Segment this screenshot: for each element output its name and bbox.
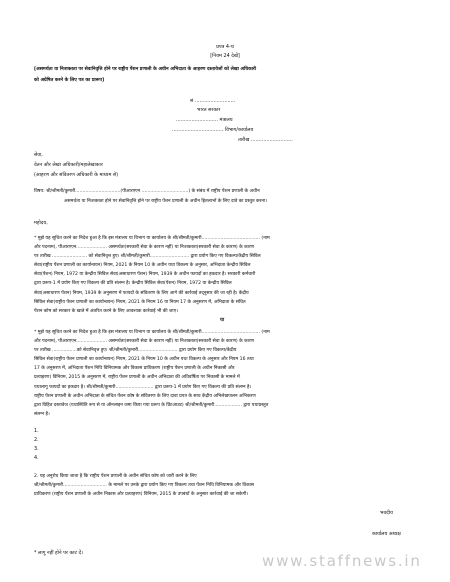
paragraph-1-line: * मुझे यह सूचित करने का निदेश हुआ है कि इस मंत्रालय या विभाग या कार्यालय के श्री/श्रीमती/कुमारी........................................ (नाम	[34, 236, 270, 241]
paragraph-2-line: पर तारीख .................को सेवानिवृत्त हुए। श्री/श्रीमती/कुमारी........................... द्वारा प्रयोग किए गए विकल्प/केंद्रीय	[34, 348, 237, 354]
office-head: कार्यालय अध्यक्ष	[372, 531, 401, 537]
subject-line-2: असमर्थता या निःशक्तता होने पर सेवानिवृत्ति होने पर राष्ट्रीय पेंशन प्रणाली के अधीन हितलाभों के लिए दावे का प्रस्तुत करना।	[64, 199, 267, 204]
paragraph-2	[34, 328, 414, 419]
paragraph-2-line: * मुझे यह सूचित करने का निदेश हुआ है कि इस मंत्रालय या विभाग या कार्यालय के श्री/श्रीमती/कुमारी........................................ (नाम	[34, 330, 270, 335]
closing-paragraph-line: श्री/श्रीमती/कुमारी.............................. के मामले पर उनके द्वारा प्रयोग किए गए विकल्प तथा पेंशन निधि विनियामक और विकास	[34, 483, 254, 489]
paragraph-2-line: 17 के अनुसरण में, अभिदाता पेंशन निधि विनियामक और विकास प्राधिकरण (राष्ट्रीय पेंशन प्रणाली के अधीन निकासी और	[34, 366, 235, 372]
salutation: महोदय,	[34, 220, 48, 226]
department-line: ................................. विभाग/कार्यालय	[172, 127, 254, 133]
government-of-india: भारत सरकार	[197, 107, 221, 113]
rule-reference: [नियम 24 देखें]	[210, 53, 240, 59]
paragraph-1-line: पेंशन कोष को सरकार के खाते में अंतरित करने के लिए आवश्यक कार्रवाई भी की जाए।	[34, 308, 178, 314]
sign-off: भवदीय	[380, 510, 393, 516]
list-item-1: 1.	[34, 428, 39, 434]
paragraph-2-line: और पदनाम), पीआरएएन..................... असमर्थता(सरकारी सेवा के कारण नहीं) या निःशक्तता(सरकारी सेवा के कारण) के कारण	[34, 339, 255, 345]
paragraph-2-line: सिविल सेवा(राष्ट्रीय पेंशन प्रणाली का कार्यान्वयन) नियम, 2021 के नियम 10 के अधीन यथा विकल्प के अनुसार और नियम 16 तथा	[34, 357, 254, 363]
addressee-line-2: (आहरण और संवितरण अधिकारी के माध्यम से)	[34, 172, 119, 178]
ministry-line: ........................... मंत्रालय	[176, 117, 233, 123]
heading-line-2: को अग्रेषित करने के लिए पत्र का प्रारूप]	[34, 78, 105, 83]
list-item-2: 2.	[34, 437, 39, 443]
letter-date: तारीख ...........................	[238, 137, 293, 143]
heading-line-1: [असमर्थता या निःशक्तता पर सेवानिवृत्ति होने पर राष्ट्रीय पेंशन प्रणाली के अधीन अभिदाता के आहरण दस्तावेजों को लेखा अधिकारी	[34, 67, 257, 72]
paragraph-2-line: द्वारा विहित दस्तावेज (यथास्थिति रूप से या ऑनलाइन जमा किया गया प्ररूप के प्रिंटआउट) श्री/श्रीमती/कुमारी................... द्वारा यथाप्रस्तुत	[34, 402, 269, 408]
paragraph-1	[34, 234, 414, 316]
paragraph-2-line: प्रत्याहरण) विनियम, 2015 के अनुसरण में, राष्ट्रीय पेंशन प्रणाली के अधीन अभिदाता की अधिवर्षिता पर निकासी के मामले में	[34, 375, 240, 381]
footnote: * लागू नहीं होने पर काट दें।	[34, 550, 83, 556]
list-item-4: 4.	[34, 455, 39, 461]
or-separator: या	[220, 317, 225, 323]
closing-paragraph-line: प्राधिकरण (राष्ट्रीय पेंशन प्रणाली के अधीन निकास और प्रत्याहरण) विनियम, 2015 के उपबंधों के अनुसार कार्रवाई की जा सकेगी।	[34, 492, 249, 498]
paragraph-1-line: सेवा(असाधारण पेंशन) नियम, 1939 के अनुसरण में फायदों के संवितरण के लिए आगे की कार्रवाई तद्नुसार की जा रही है। केंद्रीय	[34, 290, 249, 296]
paragraph-1-line: सेवा(पेंशन) नियम, 1972 या केन्द्रीय सिविल सेवा(असाधारण पेंशन) नियम, 1939 के अधीन फायदों का हकदार है। सरकारी कर्मचारी	[34, 272, 256, 278]
addressee-line-1: वेतन और लेखा अधिकारी/महालेखाकार	[34, 162, 103, 168]
paragraph-1-line: सिविल सेवा(राष्ट्रीय पेंशन प्रणाली का कार्यान्वयन) नियम, 2021 के नियम 16 या नियम 17 के अनुसरण में, अभिदाता के संचित	[34, 299, 246, 305]
subject-line-1: विषय: श्री/श्रीमती/कुमारी...............................(पीआरएएन ................................) के संबंध में राष्ट्रीय पेंशन प्रणाली के अधीन	[34, 189, 260, 194]
paragraph-1-line: और पदनाम), पीआरएएन..................... असमर्थता(सरकारी सेवा के कारण नहीं) या निःशक्तता(सरकारी सेवा के कारण) के कारण	[34, 245, 255, 251]
closing-paragraph	[34, 472, 414, 499]
letter-number: सं ..........................	[190, 98, 236, 104]
paragraph-2-line: यथालागू फायदों का हकदार है। श्री/श्रीमती/कुमारी.......................... द्वारा प्ररूप-1 में प्रयोग किए गए विकल्प की प्रति संलग्न है।	[34, 384, 252, 390]
paragraph-1-line: सेवा(राष्ट्रीय पेंशन प्रणाली का कार्यान्वयन) नियम, 2021 के नियम 10 के अधीन यथा विकल्प के अनुसार, अभिदाता केन्द्रीय सिविल	[34, 263, 251, 269]
closing-paragraph-line: 2. यह अनुरोध किया जाता है कि राष्ट्रीय पेंशन प्रणाली के अधीन संचित कोष को जारी करने के लिए	[34, 474, 197, 479]
watermark: www.staffnews.in	[262, 552, 422, 570]
paragraph-2-line: संलग्न है।	[34, 411, 50, 417]
to-seva: सेवा,	[34, 152, 43, 158]
paragraph-1-line: पर तारीख ........................ को सेवानिवृत्त हुए। श्री/श्रीमती/कुमारी........................... द्वारा प्रयोग किए गए विकल्प/केंद्रीय सिविल	[34, 254, 261, 260]
paragraph-2-line: राष्ट्रीय पेंशन प्रणाली के अधीन अभिदाता के संचित पेंशन कोष के संवितरण के लिए दावा प्रपत्र के साथ केंद्रीय अभिलेखपालन अभिकरण	[34, 393, 256, 399]
form-number: प्रपत्र 4-च	[216, 44, 234, 50]
paragraph-1-line: द्वारा प्ररूप-1 में प्रयोग किए गए विकल्प की प्रति संलग्न है। केन्द्रीय सिविल सेवा(पेंशन) नियम, 1972 या केन्द्रीय सिविल	[34, 281, 232, 287]
list-item-3: 3.	[34, 446, 39, 452]
